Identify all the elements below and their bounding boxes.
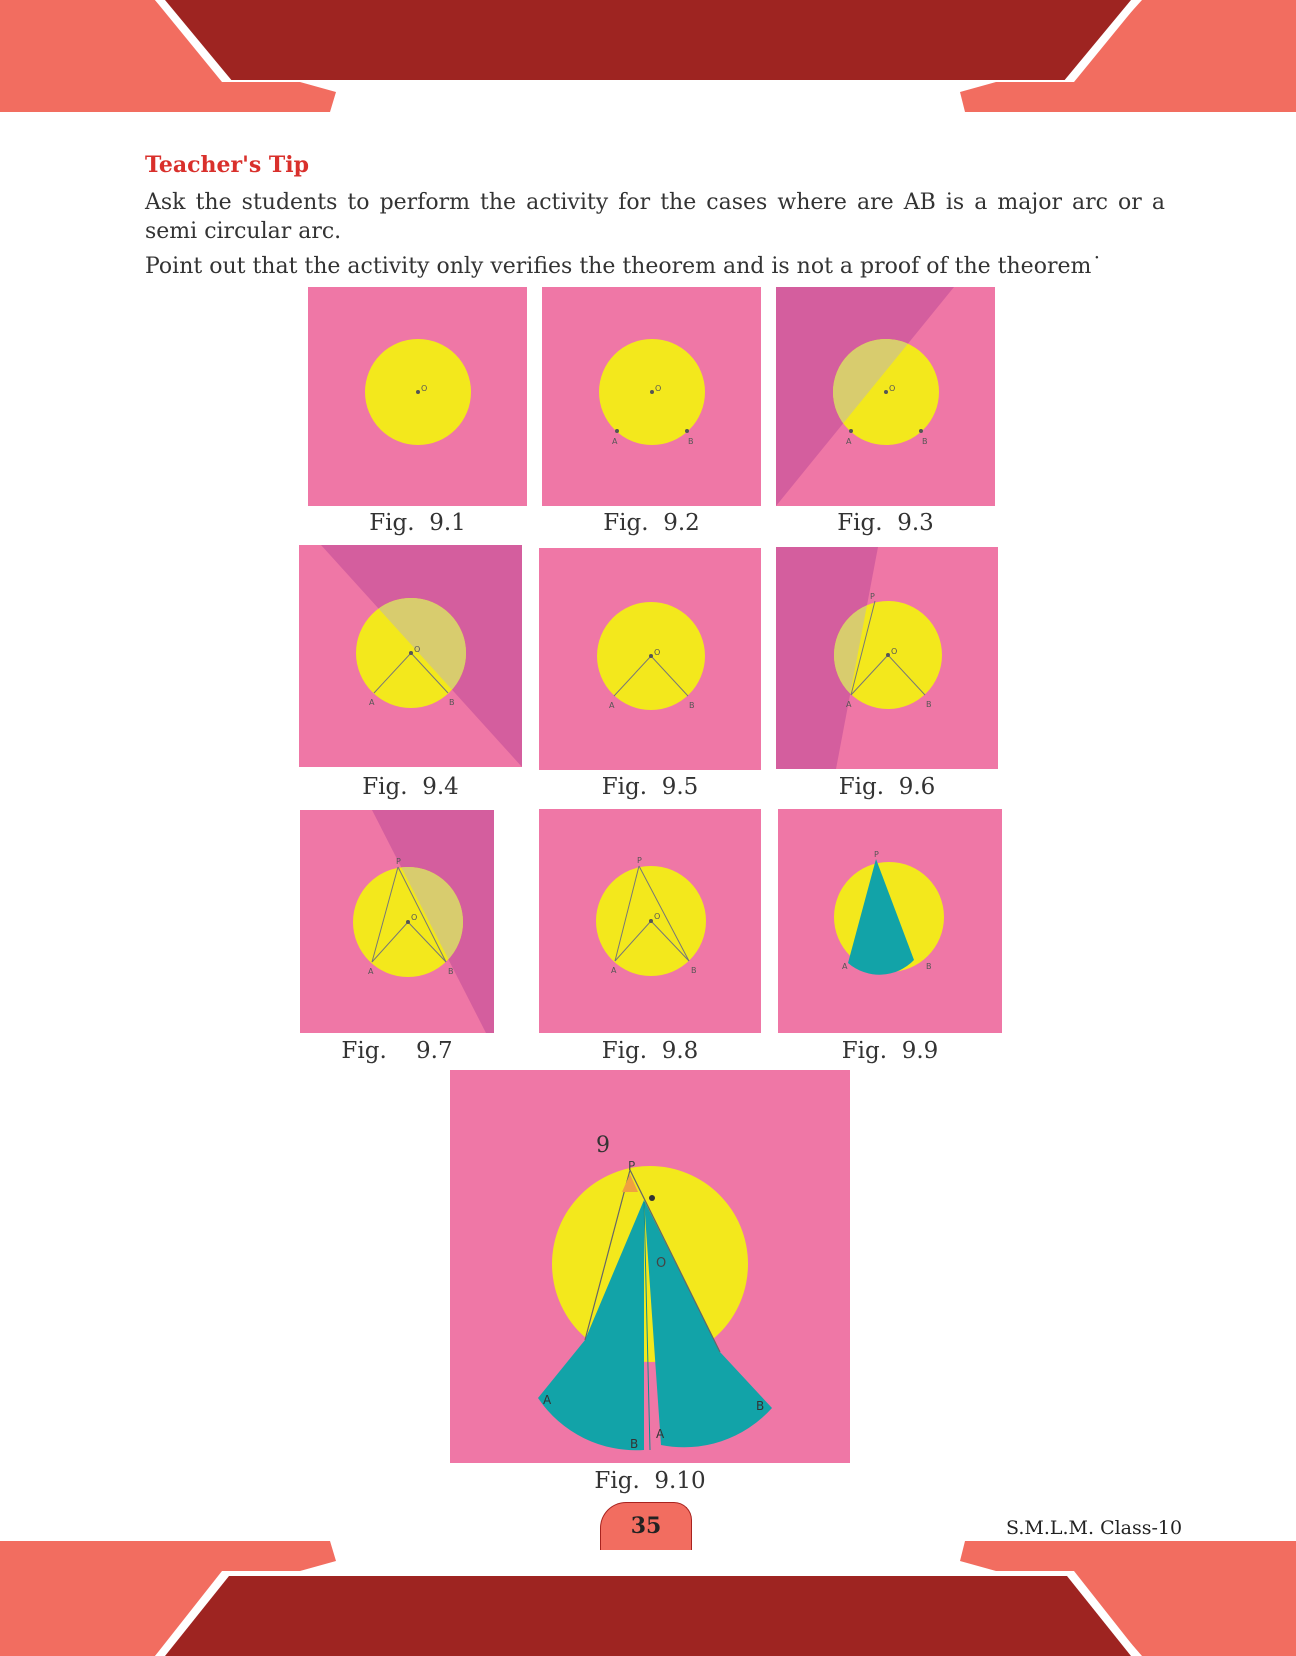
svg-text:B: B — [449, 698, 455, 707]
svg-text:A: A — [543, 1393, 552, 1407]
svg-text:B: B — [922, 437, 928, 446]
svg-text:O: O — [655, 384, 662, 393]
figure-caption: Fig. 9.6 — [838, 774, 936, 800]
svg-text:B: B — [926, 700, 932, 709]
svg-text:O: O — [411, 913, 418, 922]
svg-text:O: O — [654, 912, 661, 921]
svg-text:A: A — [842, 962, 848, 971]
bottom-banner-graphic — [0, 1541, 1296, 1656]
figure-caption: Fig. 9.5 — [601, 774, 699, 800]
svg-text:B: B — [688, 437, 694, 446]
tip-paragraph-1: Ask the students to perform the activity for the cases where are AB is a major arc or a semi circular arc. — [145, 190, 1165, 244]
svg-text:B: B — [756, 1399, 765, 1413]
svg-text:P: P — [628, 1159, 636, 1173]
bottom-banner — [0, 1541, 1296, 1656]
figure-9-9 — [778, 809, 1002, 1033]
figure-9-3 — [776, 287, 995, 506]
figure-caption: Fig. 9.10 — [594, 1468, 706, 1494]
svg-text:O: O — [889, 384, 896, 393]
svg-text:A: A — [612, 437, 618, 446]
svg-text:P: P — [637, 856, 642, 865]
svg-text:P: P — [396, 857, 401, 866]
class-label: S.M.L.M. Class-10 — [1006, 1517, 1183, 1539]
figure-caption: Fig. 9.1 — [369, 510, 466, 536]
svg-text:A: A — [611, 966, 617, 975]
figure-caption: Fig. 9.4 — [362, 774, 459, 800]
figure-9-2 — [542, 287, 761, 506]
svg-text:A: A — [846, 700, 852, 709]
svg-text:A: A — [609, 701, 615, 710]
figure-9-5 — [539, 548, 761, 770]
figure-9-4 — [299, 545, 522, 767]
page-number: 35 — [600, 1502, 692, 1550]
svg-text:B: B — [630, 1437, 639, 1451]
svg-text:A: A — [846, 437, 852, 446]
top-banner-graphic — [0, 0, 1296, 115]
svg-text:O: O — [414, 645, 421, 654]
svg-text:B: B — [448, 967, 454, 976]
figure-9-1 — [308, 287, 527, 506]
figure-9-8 — [539, 809, 761, 1033]
svg-text:O: O — [654, 648, 661, 657]
figure-9-10 — [450, 1070, 850, 1463]
teachers-tip-heading: Teacher's Tip — [145, 152, 309, 178]
figure-9-6 — [776, 547, 998, 769]
svg-text:B: B — [689, 701, 695, 710]
svg-text:O: O — [421, 384, 428, 393]
svg-text:O: O — [656, 1256, 667, 1271]
svg-text:A: A — [656, 1427, 665, 1441]
figure-caption: Fig. 9.3 — [837, 510, 934, 536]
svg-text:B: B — [926, 962, 932, 971]
figure-caption: Fig. 9.7 — [341, 1038, 453, 1064]
top-banner — [0, 0, 1296, 115]
figure-caption: Fig. 9.2 — [603, 510, 700, 536]
figure-caption: Fig. 9.8 — [601, 1038, 699, 1064]
svg-text:P: P — [870, 592, 875, 601]
svg-text:9: 9 — [596, 1133, 610, 1158]
figure-9-7 — [300, 810, 494, 1033]
tip-paragraph-2: Point out that the activity only verifies the theorem and is not a proof of the theorem˙ — [145, 254, 1103, 279]
svg-text:O: O — [891, 647, 898, 656]
svg-text:A: A — [369, 698, 375, 707]
svg-text:P: P — [874, 850, 879, 859]
figure-caption: Fig. 9.9 — [841, 1038, 939, 1064]
svg-text:A: A — [368, 967, 374, 976]
svg-text:B: B — [691, 966, 697, 975]
